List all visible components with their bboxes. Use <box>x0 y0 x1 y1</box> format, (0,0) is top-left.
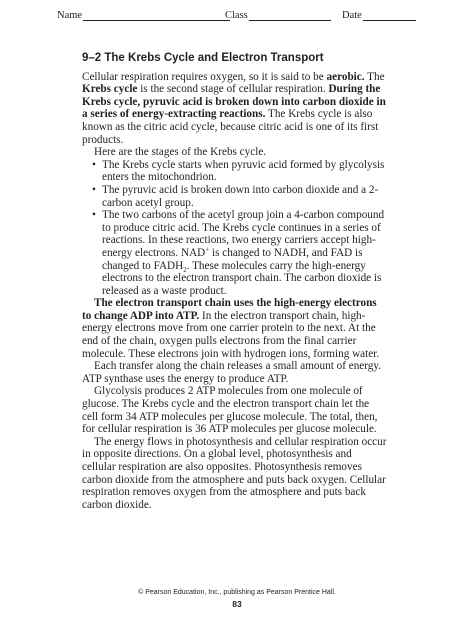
bullet-3-text-a: The two carbons of the acetyl group join a 4-carbon compound to produce citric acid. The Krebs cycle continues in a series of reactions. In these reactions, two energy carriers accept high-energy electrons. NAD <box>102 209 385 259</box>
intro-text-4: The Krebs cycle is also known as the citric acid cycle, because citric acid is one of its first products. <box>82 108 379 146</box>
intro-text-2: The <box>364 70 385 83</box>
page-number: 83 <box>232 599 242 609</box>
key-sentence: During the Krebs cycle, pyruvic acid is broken down into carbon dioxide in a series of energy-extracting reactions. <box>82 83 386 121</box>
etc-key-sentence: The electron transport chain uses the high-energy electrons to change ADP into ATP. <box>82 297 377 322</box>
bullet-3-text-b: is changed to NADH, and FAD is changed to FADH <box>102 246 363 272</box>
list-item <box>102 209 388 297</box>
worksheet-header <box>55 10 425 26</box>
intro-text-3: is the second stage of cellular respiration. <box>137 83 329 96</box>
krebs-cycle-term: Krebs cycle <box>82 83 138 96</box>
section-title: 9–2 The Krebs Cycle and Electron Transport <box>82 52 324 64</box>
name-blank[interactable] <box>83 10 230 21</box>
class-blank[interactable] <box>249 10 331 21</box>
stages-list <box>82 159 388 298</box>
bullet-3-text-c: . These molecules carry the high-energy electrons to the electron transport chain. The carbon dioxide is released as a waste product. <box>102 259 382 297</box>
name-label: Name <box>57 10 83 21</box>
fadh-subscript: 2 <box>183 265 187 274</box>
transfer-paragraph: Each transfer along the chain releases a small amount of energy. ATP synthase uses the energy to produce ATP. <box>82 360 382 385</box>
intro-text-1: Cellular respiration requires oxygen, so it is said to be <box>82 70 327 83</box>
list-item: • The Krebs cycle starts when pyruvic acid formed by glycolysis enters the mitochondrion. <box>102 159 388 184</box>
energy-flow-paragraph: The energy flows in photosynthesis and cellular respiration occur in opposite directions. On a global level, photosynthesis and cellular respiration are also opposites. Photosynthesis removes carbon dioxide from the atmosphere and puts back oxygen. Cellular respiration removes oxygen from the atmosphere and puts back carbon dioxide. <box>82 435 387 511</box>
date-label: Date <box>342 10 362 21</box>
main-content <box>82 52 388 511</box>
list-item: • The pyruvic acid is broken down into carbon dioxide and a 2-carbon acetyl group. <box>102 184 388 209</box>
etc-paragraph <box>82 297 388 360</box>
class-label: Class <box>225 10 248 21</box>
class-field <box>225 10 331 21</box>
copyright-notice: © Pearson Education, Inc., publishing as Pearson Prentice Hall. <box>138 589 336 596</box>
intro-paragraph <box>82 71 388 147</box>
name-field <box>57 10 230 21</box>
date-field <box>342 10 416 21</box>
etc-text: In the electron transport chain, high-energy electrons move from one carrier protein to the next. At the end of the chain, oxygen pulls electrons from the final carrier molecule. These electrons join with hydrogen ions, forming water. <box>82 309 380 360</box>
date-blank[interactable] <box>363 10 416 21</box>
nad-superscript: + <box>205 245 210 254</box>
glycolysis-paragraph: Glycolysis produces 2 ATP molecules from one molecule of glucose. The Krebs cycle and the electron transport chain let the cell form 34 ATP molecules per glucose molecule. The total, then, for cellular respiration is 36 ATP molecules per glucose molecule. <box>82 385 378 436</box>
aerobic-term: aerobic. <box>326 70 365 83</box>
stages-intro: Here are the stages of the Krebs cycle. <box>94 146 267 159</box>
